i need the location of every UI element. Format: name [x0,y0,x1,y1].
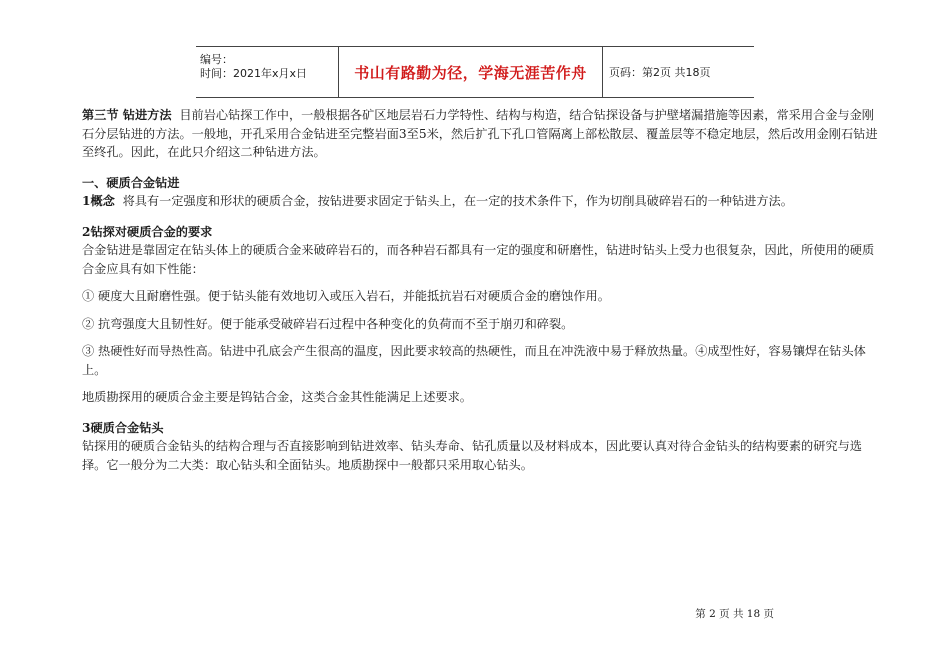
heading-hard-alloy-drilling: 一、硬质合金钻进 [82,175,180,190]
section-intro-text: 目前岩心钻探工作中，一般根据各矿区地层岩石力学特性、结构与构造，结合钻探设备与护壁堵漏措施等因素，常采用合金与金刚石分层钻进的方法。一般地，开孔采用合金钻进至完整岩面3至5米，然后扩孔下孔口管隔离上部松散层、覆盖层等不稳定地层，然后改用金刚石钻进至终孔。因此，在此只介绍这二种钻进方法。 [82,108,878,159]
header-page-number: 页码：第2页 共18页 [609,66,711,79]
alloy-bit-paragraph: 钻探用的硬质合金钻头的结构合理与否直接影响到钻进效率、钻头寿命、钻孔质量以及材料成本，因此要认真对待合金钻头的结构要素的研究与选择。它一般分为二大类：取心钻头和全面钻头。地质勘探中一般都只采用取心钻头。 [82,439,862,472]
requirements-intro: 合金钻进是靠固定在钻头体上的硬质合金来破碎岩石的，而各种岩石都具有一定的强度和研磨性，钻进时钻头上受力也很复杂，因此，所使用的硬质合金应具有如下性能： [82,243,875,276]
heading-alloy-bit: 3硬质合金钻头 [82,420,164,435]
header-motto: 书山有路勤为径，学海无涯苦作舟 [339,47,603,97]
concept-text: 将具有一定强度和形状的硬质合金，按钻进要求固定于钻头上，在一定的技术条件下，作为切削具破碎岩石的一种钻进方法。 [122,194,793,208]
requirement-item-1: ① 硬度大且耐磨性强。便于钻头能有效地切入或压入岩石，并能抵抗岩石对硬质合金的磨蚀作用。 [82,289,610,303]
document-number: 编号： [200,53,233,66]
heading-alloy-requirements: 2钻探对硬质合金的要求 [82,224,213,239]
concept-paragraph [82,192,878,211]
requirement-item-3: ③ 热硬性好而导热性高。钻进中孔底会产生很高的温度，因此要求较高的热硬性，而且在冲洗液中易于释放热量。④成型性好，容易镶焊在钻头体上。 [82,344,866,377]
page-header [196,46,754,98]
requirements-conclusion: 地质勘探用的硬质合金主要是钨钴合金，这类合金其性能满足上述要求。 [82,390,472,404]
document-body [82,106,878,474]
section-title: 第三节 钻进方法 [82,108,172,122]
requirement-item-2: ② 抗弯强度大且韧性好。便于能承受破碎岩石过程中各种变化的负荷而不至于崩刃和碎裂。 [82,316,574,331]
header-meta [196,47,339,97]
section-intro-paragraph [82,106,878,162]
concept-label: 1概念 [82,194,115,208]
document-time: 时间：2021年x月x日 [200,67,308,80]
page-footer: 第 2 页 共 18 页 [695,608,774,620]
